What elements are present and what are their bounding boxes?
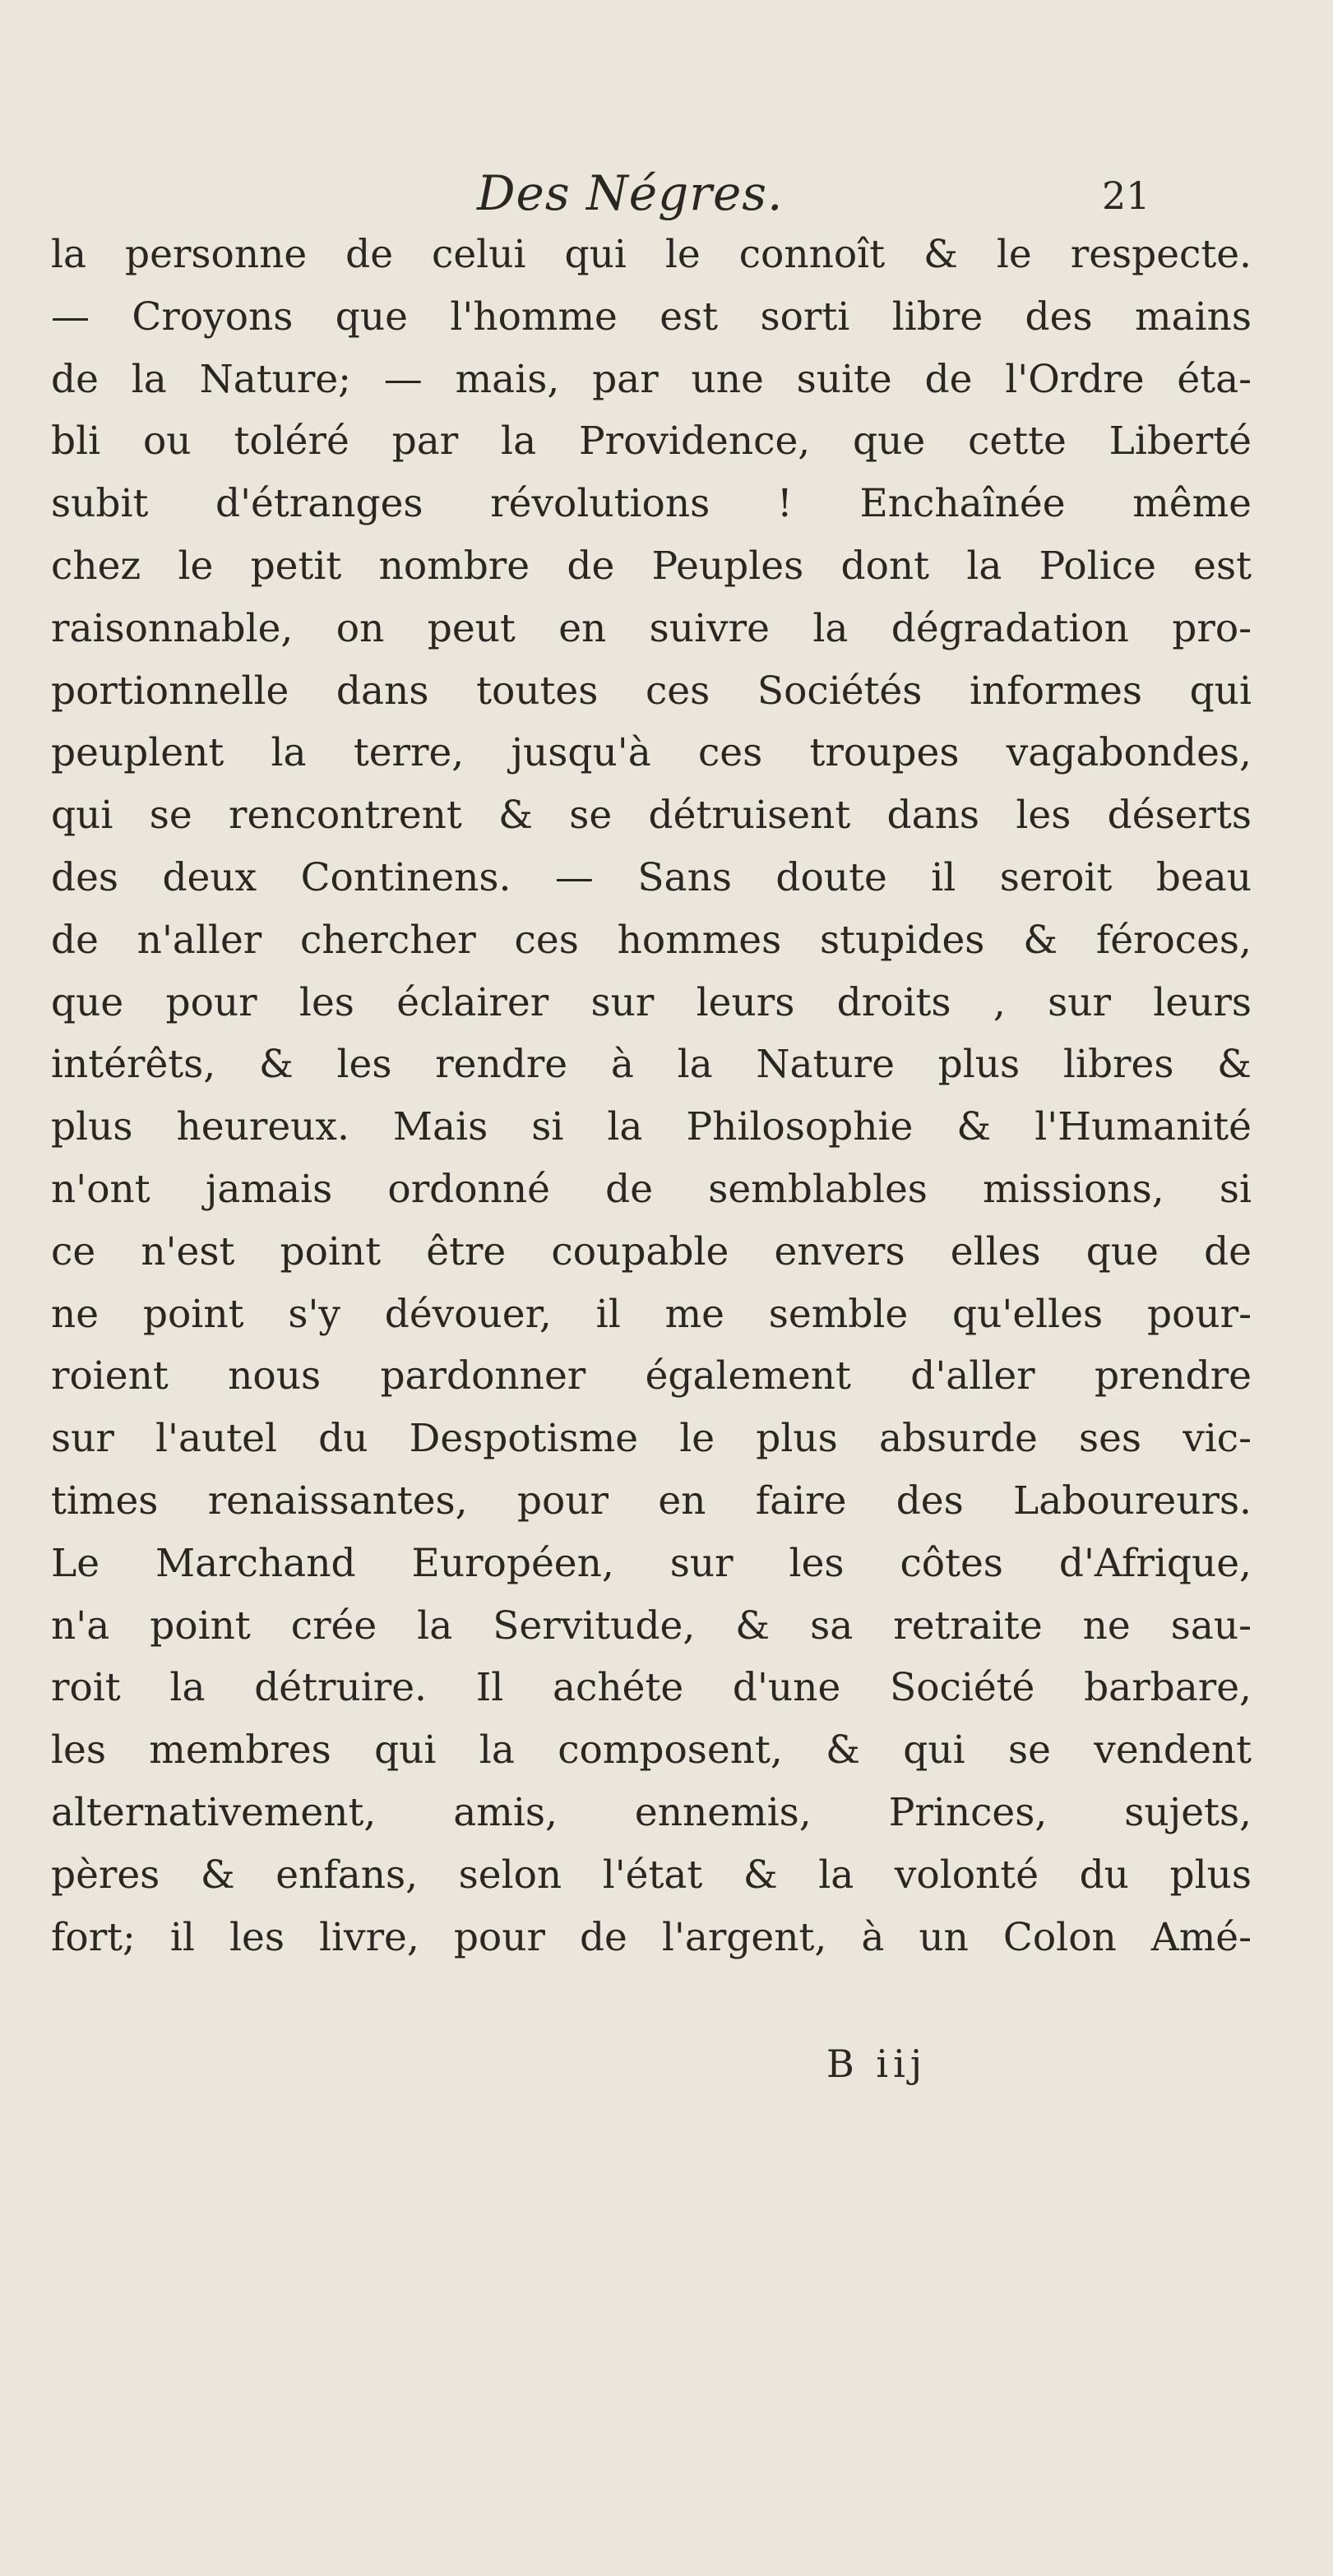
text-line: alternativement, amis, ennemis, Princes, sujets, <box>51 1789 1252 1835</box>
signature-mark: B iij <box>826 2042 928 2086</box>
text-line: roit la détruire. Il achéte d'une Société barbare, <box>51 1665 1252 1711</box>
text-line: ne point s'y dévouer, il me semble qu'elles pour- <box>51 1291 1252 1337</box>
text-line: sur l'autel du Despotisme le plus absurde ses vic- <box>51 1416 1252 1462</box>
text-line: raisonnable, on peut en suivre la dégradation pro- <box>51 605 1252 651</box>
text-line: n'ont jamais ordonné de semblables missions, si <box>51 1166 1252 1212</box>
text-line: intérêts, & les rendre à la Nature plus libres & <box>51 1042 1252 1088</box>
text-line: n'a point crée la Servitude, & sa retraite ne sau- <box>51 1602 1252 1649</box>
text-line: des deux Continens. — Sans doute il seroit beau <box>51 854 1252 900</box>
text-line: chez le petit nombre de Peuples dont la Police est <box>51 543 1252 589</box>
text-line: pères & enfans, selon l'état & la volonté du plus <box>51 1852 1252 1898</box>
text-line: de la Nature; — mais, par une suite de l'Ordre éta- <box>51 356 1252 402</box>
text-line: Le Marchand Européen, sur les côtes d'Afrique, <box>51 1540 1252 1586</box>
running-head: Des Négres. <box>477 165 784 221</box>
text-line: les membres qui la composent, & qui se vendent <box>51 1727 1252 1774</box>
text-line: qui se rencontrent & se détruisent dans les déserts <box>51 793 1252 839</box>
text-line: times renaissantes, pour en faire des Laboureurs. <box>51 1478 1252 1524</box>
text-line: subit d'étranges révolutions ! Enchaînée même <box>51 481 1252 527</box>
text-line: — Croyons que l'homme est sorti libre des mains <box>51 294 1252 340</box>
text-line: roient nous pardonner également d'aller prendre <box>51 1353 1252 1399</box>
text-line: bli ou toléré par la Providence, que cette Liberté <box>51 419 1252 465</box>
text-line: portionnelle dans toutes ces Sociétés informes qui <box>51 668 1252 714</box>
text-line: peuplent la terre, jusqu'à ces troupes vagabondes, <box>51 730 1252 776</box>
text-line: que pour les éclairer sur leurs droits , sur leurs <box>51 979 1252 1025</box>
text-line: ce n'est point être coupable envers elles que de <box>51 1228 1252 1274</box>
text-line: de n'aller chercher ces hommes stupides & féroces, <box>51 917 1252 963</box>
text-line: la personne de celui qui le connoît & le respecte. <box>51 232 1252 277</box>
body-text <box>51 224 1252 1968</box>
page-header <box>0 164 1333 230</box>
text-line: plus heureux. Mais si la Philosophie & l'Humanité <box>51 1104 1252 1150</box>
text-line: fort; il les livre, pour de l'argent, à un Colon Amé- <box>51 1914 1252 1960</box>
page-number: 21 <box>1102 173 1150 218</box>
